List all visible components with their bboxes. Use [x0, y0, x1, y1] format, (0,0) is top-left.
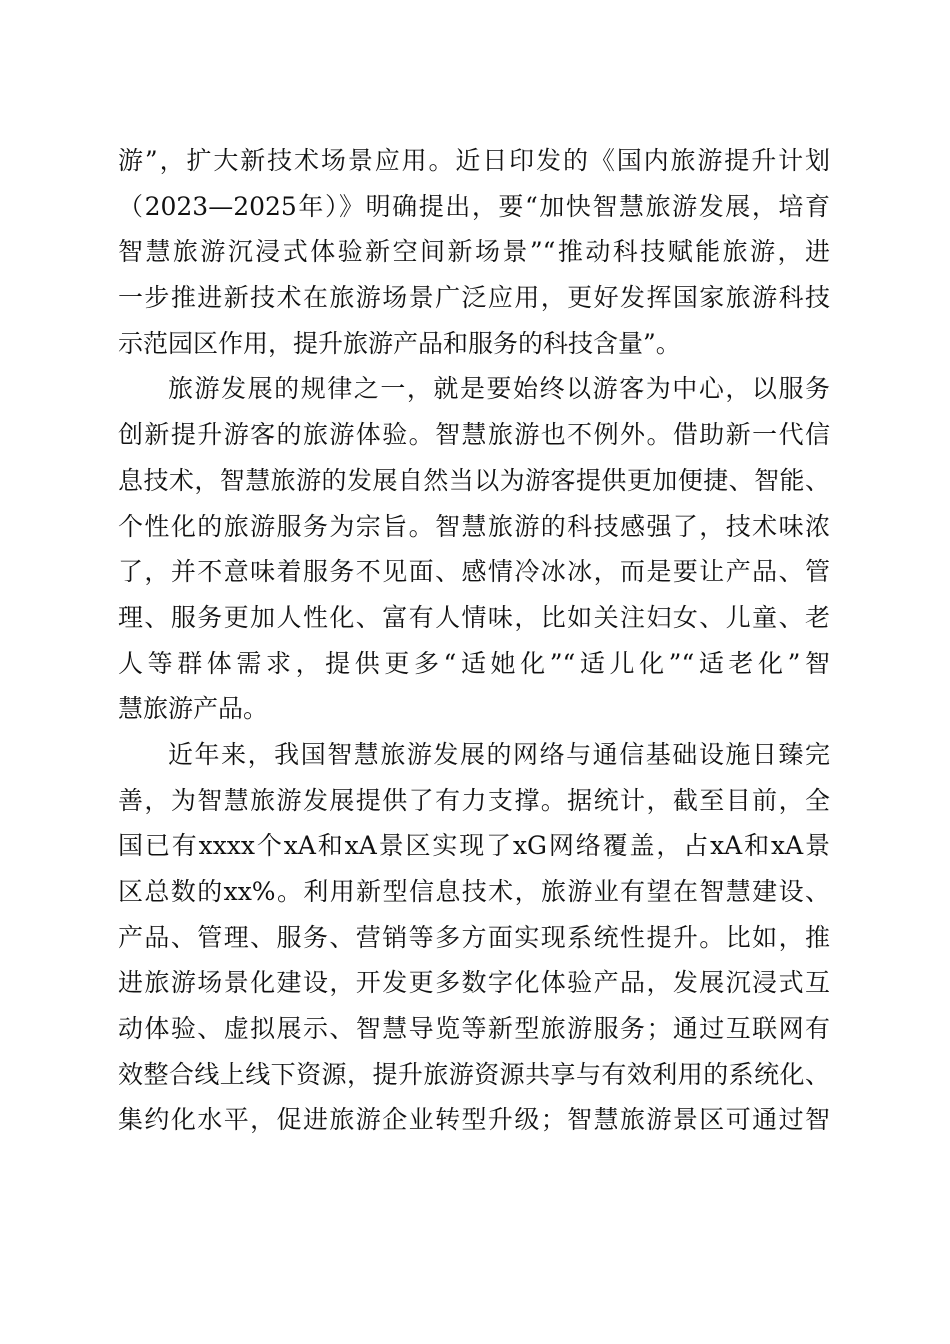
- text-line: 产品、管理、服务、营销等多方面实现系统性提升。比如，推: [118, 922, 830, 952]
- text-line: 慧旅游产品。: [118, 694, 269, 724]
- text-line: 一步推进新技术在旅游场景广泛应用，更好发挥国家旅游科技: [118, 283, 830, 313]
- text-line: 善，为智慧旅游发展提供了有力支撑。据统计，截至目前，全: [118, 785, 830, 815]
- text-line: 国已有xxxx个xA和xA景区实现了xG网络覆盖，占xA和xA景: [118, 831, 830, 861]
- text-line: 示范园区作用，提升旅游产品和服务的科技含量”。: [118, 328, 681, 358]
- text-line: 个性化的旅游服务为宗旨。智慧旅游的科技感强了，技术味浓: [118, 511, 830, 541]
- text-line: 集约化水平，促进旅游企业转型升级；智慧旅游景区可通过智: [118, 1105, 830, 1135]
- paragraph: [118, 732, 830, 1143]
- text-line: 智慧旅游沉浸式体验新空间新场景”“推动科技赋能旅游，进: [118, 237, 830, 267]
- paragraph: [118, 138, 830, 366]
- text-line: 理、服务更加人性化、富有人情味，比如关注妇女、儿童、老: [118, 602, 830, 632]
- text-line: 了，并不意味着服务不见面、感情冷冰冰，而是要让产品、管: [118, 557, 830, 587]
- text-line: 动体验、虚拟展示、智慧导览等新型旅游服务；通过互联网有: [118, 1014, 830, 1044]
- text-line: 游”，扩大新技术场景应用。近日印发的《国内旅游提升计划: [118, 146, 830, 175]
- text-line: 区总数的xx%。利用新型信息技术，旅游业有望在智慧建设、: [118, 877, 830, 906]
- text-line: 进旅游场景化建设，开发更多数字化体验产品，发展沉浸式互: [118, 968, 830, 998]
- paragraph: [118, 366, 830, 732]
- text-line: 效整合线上线下资源，提升旅游资源共享与有效利用的系统化、: [118, 1059, 830, 1089]
- text-line: （2023—2025年）》明确提出，要“加快智慧旅游发展，培育: [118, 191, 830, 221]
- document-body: [118, 138, 830, 1143]
- text-line: 人等群体需求，提供更多“适她化”“适儿化”“适老化”智: [118, 648, 830, 678]
- text-line: 创新提升游客的旅游体验。智慧旅游也不例外。借助新一代信: [118, 420, 830, 450]
- text-line: 息技术，智慧旅游的发展自然当以为游客提供更加便捷、智能、: [118, 465, 830, 495]
- text-line: 旅游发展的规律之一，就是要始终以游客为中心，以服务: [168, 374, 830, 404]
- text-line: 近年来，我国智慧旅游发展的网络与通信基础设施日臻完: [168, 739, 830, 769]
